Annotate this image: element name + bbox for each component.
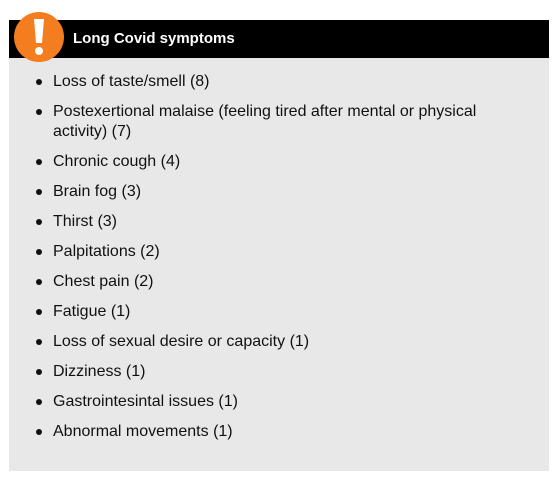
symptom-text: Abnormal movements (1) bbox=[53, 423, 233, 440]
long-covid-symptoms-box bbox=[9, 20, 549, 471]
list-item bbox=[9, 182, 549, 202]
list-item bbox=[9, 72, 549, 92]
exclamation-alert-icon bbox=[13, 11, 65, 63]
bullet bbox=[36, 309, 42, 315]
list-item bbox=[9, 152, 549, 172]
list-item bbox=[9, 272, 549, 292]
symptom-text: Dizziness (1) bbox=[53, 363, 146, 380]
list-item bbox=[9, 302, 549, 322]
symptom-text: Loss of sexual desire or capacity (1) bbox=[53, 333, 310, 350]
symptom-text: Fatigue (1) bbox=[53, 303, 131, 320]
bullet bbox=[36, 339, 42, 345]
bullet bbox=[36, 109, 42, 115]
bullet bbox=[36, 249, 42, 255]
symptom-text: Palpitations (2) bbox=[53, 243, 160, 260]
bullet bbox=[36, 219, 42, 225]
bullet bbox=[36, 159, 42, 165]
bullet bbox=[36, 399, 42, 405]
box-header bbox=[9, 20, 549, 58]
symptom-text: Postexertional malaise (feeling tired after mental or physical activity) (7) bbox=[53, 103, 477, 140]
symptom-text: Gastrointesintal issues (1) bbox=[53, 393, 238, 410]
list-item bbox=[9, 422, 549, 442]
symptom-text: Thirst (3) bbox=[53, 213, 117, 230]
symptom-list bbox=[9, 72, 549, 452]
list-item bbox=[9, 332, 549, 352]
bullet bbox=[36, 369, 42, 375]
symptom-text: Chronic cough (4) bbox=[53, 153, 181, 170]
bullet bbox=[36, 279, 42, 285]
symptom-text: Chest pain (2) bbox=[53, 273, 154, 290]
box-title: Long Covid symptoms bbox=[73, 30, 235, 47]
bullet bbox=[36, 429, 42, 435]
list-item bbox=[9, 102, 549, 142]
list-item bbox=[9, 362, 549, 382]
symptom-text: Brain fog (3) bbox=[53, 183, 142, 200]
bullet bbox=[36, 79, 42, 85]
symptom-text: Loss of taste/smell (8) bbox=[53, 73, 210, 90]
bullet bbox=[36, 189, 42, 195]
list-item bbox=[9, 392, 549, 412]
list-item bbox=[9, 242, 549, 262]
list-item bbox=[9, 212, 549, 232]
